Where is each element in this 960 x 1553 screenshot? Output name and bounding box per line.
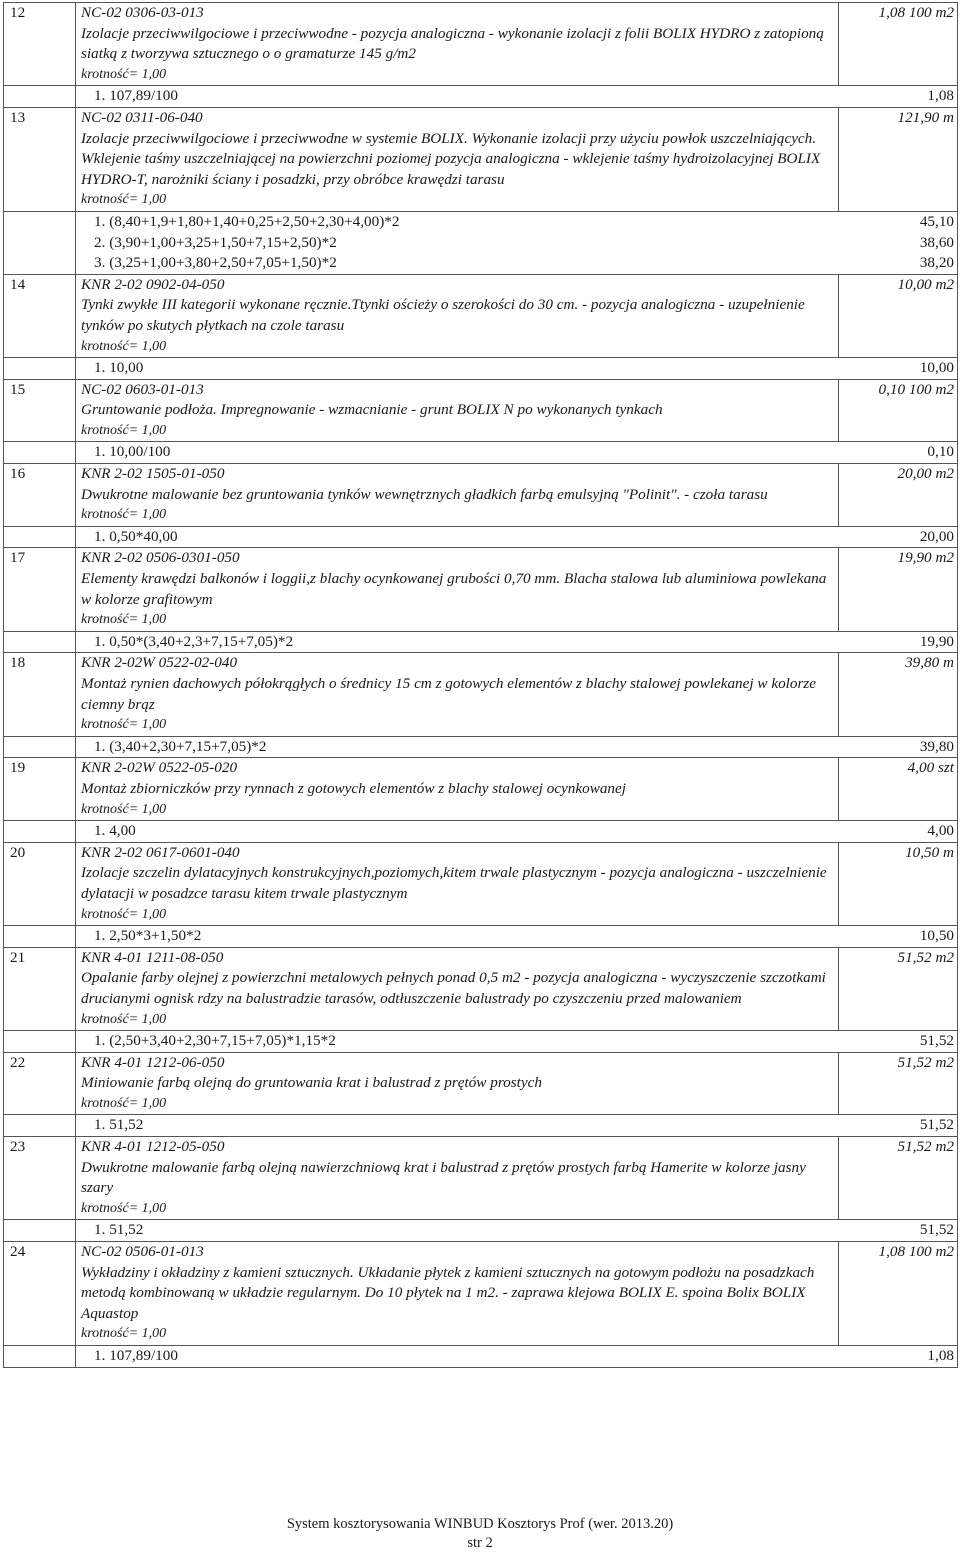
item-description-cell — [76, 379, 839, 442]
item-description-cell — [76, 1137, 839, 1220]
item-code: KNR 2-02 0506-0301-050 — [81, 549, 240, 567]
calc-line — [76, 926, 957, 947]
calc-cell — [76, 631, 958, 653]
item-description-cell — [76, 842, 839, 925]
calc-expression: 1. 51,52 — [94, 1221, 144, 1239]
item-number: 18 — [4, 653, 76, 736]
calc-line — [76, 253, 957, 274]
item-description: Tynki zwykłe III kategorii wykonane ręcznie.Ttynki ościeży o szerokości do 30 cm. - pozycja analogiczna - uzupełnienie tynków po skutych płytkach na czole tarasu — [81, 296, 805, 334]
item-code: KNR 4-01 1212-06-050 — [81, 1053, 225, 1071]
calc-expression: 1. 2,50*3+1,50*2 — [94, 927, 202, 945]
calc-expression: 3. (3,25+1,00+3,80+2,50+7,05+1,50)*2 — [94, 254, 337, 272]
item-quantity: 4,00 szt — [839, 758, 958, 821]
calc-line — [76, 358, 957, 379]
estimate-item-row — [4, 842, 958, 925]
item-number: 23 — [4, 1137, 76, 1220]
item-description: Elementy krawędzi balkonów i loggii,z blachy ocynkowanej grubości 0,70 mm. Blacha stalowa lub aluminiowa powlekana w kolorze grafitowym — [81, 570, 827, 608]
item-description: Opalanie farby olejnej z powierzchni metalowych pełnych ponad 0,5 m2 - pozycja analogiczna - wyczyszczenie szczotkami drucianymi ognisk rdzy na balustradzie tarasów, odtłuszczenie balustrady po czyszczeniu przed malowaniem — [81, 969, 826, 1007]
item-number: 16 — [4, 464, 76, 527]
item-description-cell — [76, 3, 839, 86]
calc-spacer — [4, 1220, 76, 1242]
footer-page-number: str 2 — [467, 1535, 493, 1551]
item-description-cell — [76, 464, 839, 527]
calc-spacer — [4, 1346, 76, 1368]
calc-line — [76, 821, 957, 842]
page-footer — [0, 1515, 960, 1553]
item-multiplier: krotność= 1,00 — [81, 66, 167, 82]
item-description: Izolacje szczelin dylatacyjnych konstrukcyjnych,poziomych,kitem trwale plastycznym - pozycja analogiczna - uszczelnienie dylatacji w posadzce tarasu kitem trwale plastycznym — [81, 864, 827, 902]
calc-spacer — [4, 526, 76, 548]
calc-cell — [76, 442, 958, 464]
item-calculation-row — [4, 1220, 958, 1242]
calc-cell — [76, 211, 958, 274]
calc-spacer — [4, 211, 76, 274]
calc-result: 10,50 — [919, 927, 954, 945]
item-description: Miniowanie farbą olejną do gruntowania krat i balustrad z prętów prostych — [81, 1074, 542, 1092]
item-number: 12 — [4, 3, 76, 86]
item-multiplier: krotność= 1,00 — [81, 422, 167, 438]
item-multiplier: krotność= 1,00 — [81, 1200, 167, 1216]
item-number: 19 — [4, 758, 76, 821]
item-quantity: 1,08 100 m2 — [839, 1242, 958, 1346]
calc-line — [76, 527, 957, 548]
item-calculation-row — [4, 358, 958, 380]
item-multiplier: krotność= 1,00 — [81, 612, 167, 628]
item-quantity: 51,52 m2 — [839, 947, 958, 1030]
item-description-cell — [76, 1052, 839, 1115]
calc-expression: 2. (3,90+1,00+3,25+1,50+7,15+2,50)*2 — [94, 233, 337, 251]
calc-cell — [76, 736, 958, 758]
item-description: Dwukrotne malowanie farbą olejną nawierzchniową krat i balustrad z prętów prostych farbą Hamerite w kolorze jasny szary — [81, 1158, 806, 1197]
item-quantity: 51,52 m2 — [839, 1052, 958, 1115]
item-calculation-row — [4, 442, 958, 464]
calc-line — [76, 212, 957, 233]
item-code: KNR 2-02W 0522-02-040 — [81, 654, 238, 672]
calc-line — [76, 737, 957, 758]
item-quantity: 10,50 m — [839, 842, 958, 925]
calc-expression: 1. (2,50+3,40+2,30+7,15+7,05)*1,15*2 — [94, 1032, 336, 1050]
item-code: KNR 2-02 0902-04-050 — [81, 275, 225, 293]
estimate-item-row — [4, 1052, 958, 1115]
item-code: NC-02 0506-01-013 — [81, 1243, 204, 1261]
estimate-item-row — [4, 3, 958, 86]
calc-result: 51,52 — [919, 1221, 954, 1239]
calc-expression: 1. 0,50*(3,40+2,3+7,15+7,05)*2 — [94, 632, 294, 650]
calc-expression: 1. 10,00 — [94, 359, 144, 377]
estimate-item-row — [4, 464, 958, 527]
item-number: 21 — [4, 947, 76, 1030]
item-description-cell — [76, 107, 839, 211]
estimate-rows — [4, 3, 958, 1368]
item-description: Gruntowanie podłoża. Impregnowanie - wzmacnianie - grunt BOLIX N po wykonanych tynkach — [81, 401, 663, 419]
calc-cell — [76, 86, 958, 108]
estimate-item-row — [4, 653, 958, 736]
item-description: Wykładziny i okładziny z kamieni sztucznych. Układanie płytek z kamieni sztucznych na gotowym podłożu na posadzkach metodą kombinowaną w układzie regularnym. Do 10 płytek na 1 m2. - zaprawa klejowa BOLIX E. spoina Bolix BOLIX Aquastop — [81, 1263, 815, 1322]
item-description: Dwukrotne malowanie bez gruntowania tynków wewnętrznych gładkich farbą emulsyjną "Polinit". - czoła tarasu — [81, 485, 768, 503]
item-multiplier: krotność= 1,00 — [81, 1095, 167, 1111]
calc-result: 20,00 — [919, 527, 954, 545]
item-quantity: 51,52 m2 — [839, 1137, 958, 1220]
item-quantity: 121,90 m — [839, 107, 958, 211]
item-number: 17 — [4, 548, 76, 631]
item-description: Montaż zbiorniczków przy rynnach z gotowych elementów z blachy stalowej ocynkowanej — [81, 779, 626, 797]
calc-result: 51,52 — [919, 1032, 954, 1050]
item-calculation-row — [4, 86, 958, 108]
calc-cell — [76, 821, 958, 843]
estimate-item-row — [4, 548, 958, 631]
estimate-item-row — [4, 379, 958, 442]
item-calculation-row — [4, 926, 958, 948]
item-quantity: 19,90 m2 — [839, 548, 958, 631]
calc-line — [76, 1115, 957, 1136]
calc-result: 1,08 — [927, 87, 954, 105]
item-description-cell — [76, 758, 839, 821]
calc-line — [76, 233, 957, 254]
item-calculation-row — [4, 1115, 958, 1137]
item-description: Izolacje przeciwwilgociowe i przeciwwodne w systemie BOLIX. Wykonanie izolacji przy użyciu powłok uszczelniających. Wklejenie taśmy uszczelniającej na powierzchni poziomej pozycja analogiczna - wklejenie taśmy hydroizolacyjnej BOLIX HYDRO-T, narożniki ściany i posadzki, przy obróbce krawędzi tarasu — [81, 129, 821, 188]
item-calculation-row — [4, 1346, 958, 1368]
item-description-cell — [76, 1242, 839, 1346]
footer-system-name: System kosztorysowania WINBUD Kosztorys Prof (wer. 2013.20) — [286, 1516, 674, 1532]
calc-result: 19,90 — [919, 632, 954, 650]
cost-estimate-table — [3, 2, 958, 1368]
calc-expression: 1. 51,52 — [94, 1116, 144, 1134]
item-calculation-row — [4, 821, 958, 843]
calc-result: 38,20 — [919, 254, 954, 272]
item-description: Montaż rynien dachowych półokrągłych o średnicy 15 cm z gotowych elementów z blachy stalowej powlekanej w kolorze ciemny brąz — [81, 675, 817, 713]
calc-result: 51,52 — [919, 1116, 954, 1134]
item-quantity: 39,80 m — [839, 653, 958, 736]
calc-line — [76, 1031, 957, 1052]
item-multiplier: krotność= 1,00 — [81, 338, 167, 354]
calc-result: 38,60 — [919, 233, 954, 251]
item-quantity: 0,10 100 m2 — [839, 379, 958, 442]
item-code: KNR 4-01 1212-05-050 — [81, 1138, 225, 1156]
estimate-item-row — [4, 274, 958, 357]
item-description-cell — [76, 548, 839, 631]
estimate-item-row — [4, 107, 958, 211]
calc-cell — [76, 1346, 958, 1368]
item-multiplier: krotność= 1,00 — [81, 717, 167, 733]
item-code: KNR 2-02 1505-01-050 — [81, 465, 225, 483]
calc-spacer — [4, 442, 76, 464]
calc-cell — [76, 926, 958, 948]
calc-line — [76, 1220, 957, 1241]
calc-line — [76, 86, 957, 107]
item-code: NC-02 0306-03-013 — [81, 4, 204, 21]
calc-spacer — [4, 926, 76, 948]
calc-expression: 1. 107,89/100 — [94, 87, 178, 105]
item-calculation-row — [4, 631, 958, 653]
calc-spacer — [4, 631, 76, 653]
item-number: 24 — [4, 1242, 76, 1346]
item-description-cell — [76, 947, 839, 1030]
item-description-cell — [76, 653, 839, 736]
calc-spacer — [4, 736, 76, 758]
calc-result: 45,10 — [919, 212, 954, 230]
item-code: NC-02 0311-06-040 — [81, 108, 203, 126]
calc-result: 4,00 — [927, 822, 954, 840]
calc-spacer — [4, 358, 76, 380]
item-description: Izolacje przeciwwilgociowe i przeciwwodne - pozycja analogiczna - wykonanie izolacji z folii BOLIX HYDRO z zatopioną siatką z tworzywa sztucznego o o gramaturze 145 g/m2 — [81, 24, 824, 63]
item-multiplier: krotność= 1,00 — [81, 507, 167, 523]
calc-cell — [76, 1115, 958, 1137]
item-number: 22 — [4, 1052, 76, 1115]
calc-cell — [76, 358, 958, 380]
calc-expression: 1. 107,89/100 — [94, 1347, 178, 1364]
item-quantity: 10,00 m2 — [839, 274, 958, 357]
calc-expression: 1. 4,00 — [94, 822, 136, 840]
calc-expression: 1. 0,50*40,00 — [94, 527, 178, 545]
calc-cell — [76, 1031, 958, 1053]
item-calculation-row — [4, 211, 958, 274]
calc-spacer — [4, 821, 76, 843]
item-number: 15 — [4, 379, 76, 442]
calc-spacer — [4, 1031, 76, 1053]
calc-result: 0,10 — [927, 443, 954, 461]
calc-result: 39,80 — [919, 737, 954, 755]
item-multiplier: krotność= 1,00 — [81, 1011, 167, 1027]
item-calculation-row — [4, 526, 958, 548]
item-quantity: 20,00 m2 — [839, 464, 958, 527]
calc-expression: 1. (8,40+1,9+1,80+1,40+0,25+2,50+2,30+4,00)*2 — [94, 212, 400, 230]
item-multiplier: krotność= 1,00 — [81, 192, 167, 208]
calc-line — [76, 442, 957, 463]
item-code: NC-02 0603-01-013 — [81, 380, 204, 398]
calc-spacer — [4, 86, 76, 108]
cost-estimate-document — [3, 2, 957, 1368]
item-number: 13 — [4, 107, 76, 211]
item-multiplier: krotność= 1,00 — [81, 906, 167, 922]
calc-result: 10,00 — [919, 359, 954, 377]
item-calculation-row — [4, 736, 958, 758]
item-code: KNR 2-02 0617-0601-040 — [81, 843, 240, 861]
item-multiplier: krotność= 1,00 — [81, 1326, 167, 1342]
item-code: KNR 2-02W 0522-05-020 — [81, 759, 238, 777]
calc-line — [76, 632, 957, 653]
estimate-item-row — [4, 947, 958, 1030]
item-number: 14 — [4, 274, 76, 357]
estimate-item-row — [4, 758, 958, 821]
calc-spacer — [4, 1115, 76, 1137]
item-code: KNR 4-01 1211-08-050 — [81, 948, 224, 966]
calc-result: 1,08 — [927, 1347, 954, 1364]
calc-cell — [76, 526, 958, 548]
item-calculation-row — [4, 1031, 958, 1053]
calc-expression: 1. (3,40+2,30+7,15+7,05)*2 — [94, 737, 267, 755]
calc-line — [76, 1346, 957, 1367]
estimate-item-row — [4, 1137, 958, 1220]
item-number: 20 — [4, 842, 76, 925]
estimate-item-row — [4, 1242, 958, 1346]
calc-expression: 1. 10,00/100 — [94, 443, 171, 461]
item-description-cell — [76, 274, 839, 357]
item-quantity: 1,08 100 m2 — [839, 3, 958, 86]
item-multiplier: krotność= 1,00 — [81, 801, 167, 817]
calc-cell — [76, 1220, 958, 1242]
